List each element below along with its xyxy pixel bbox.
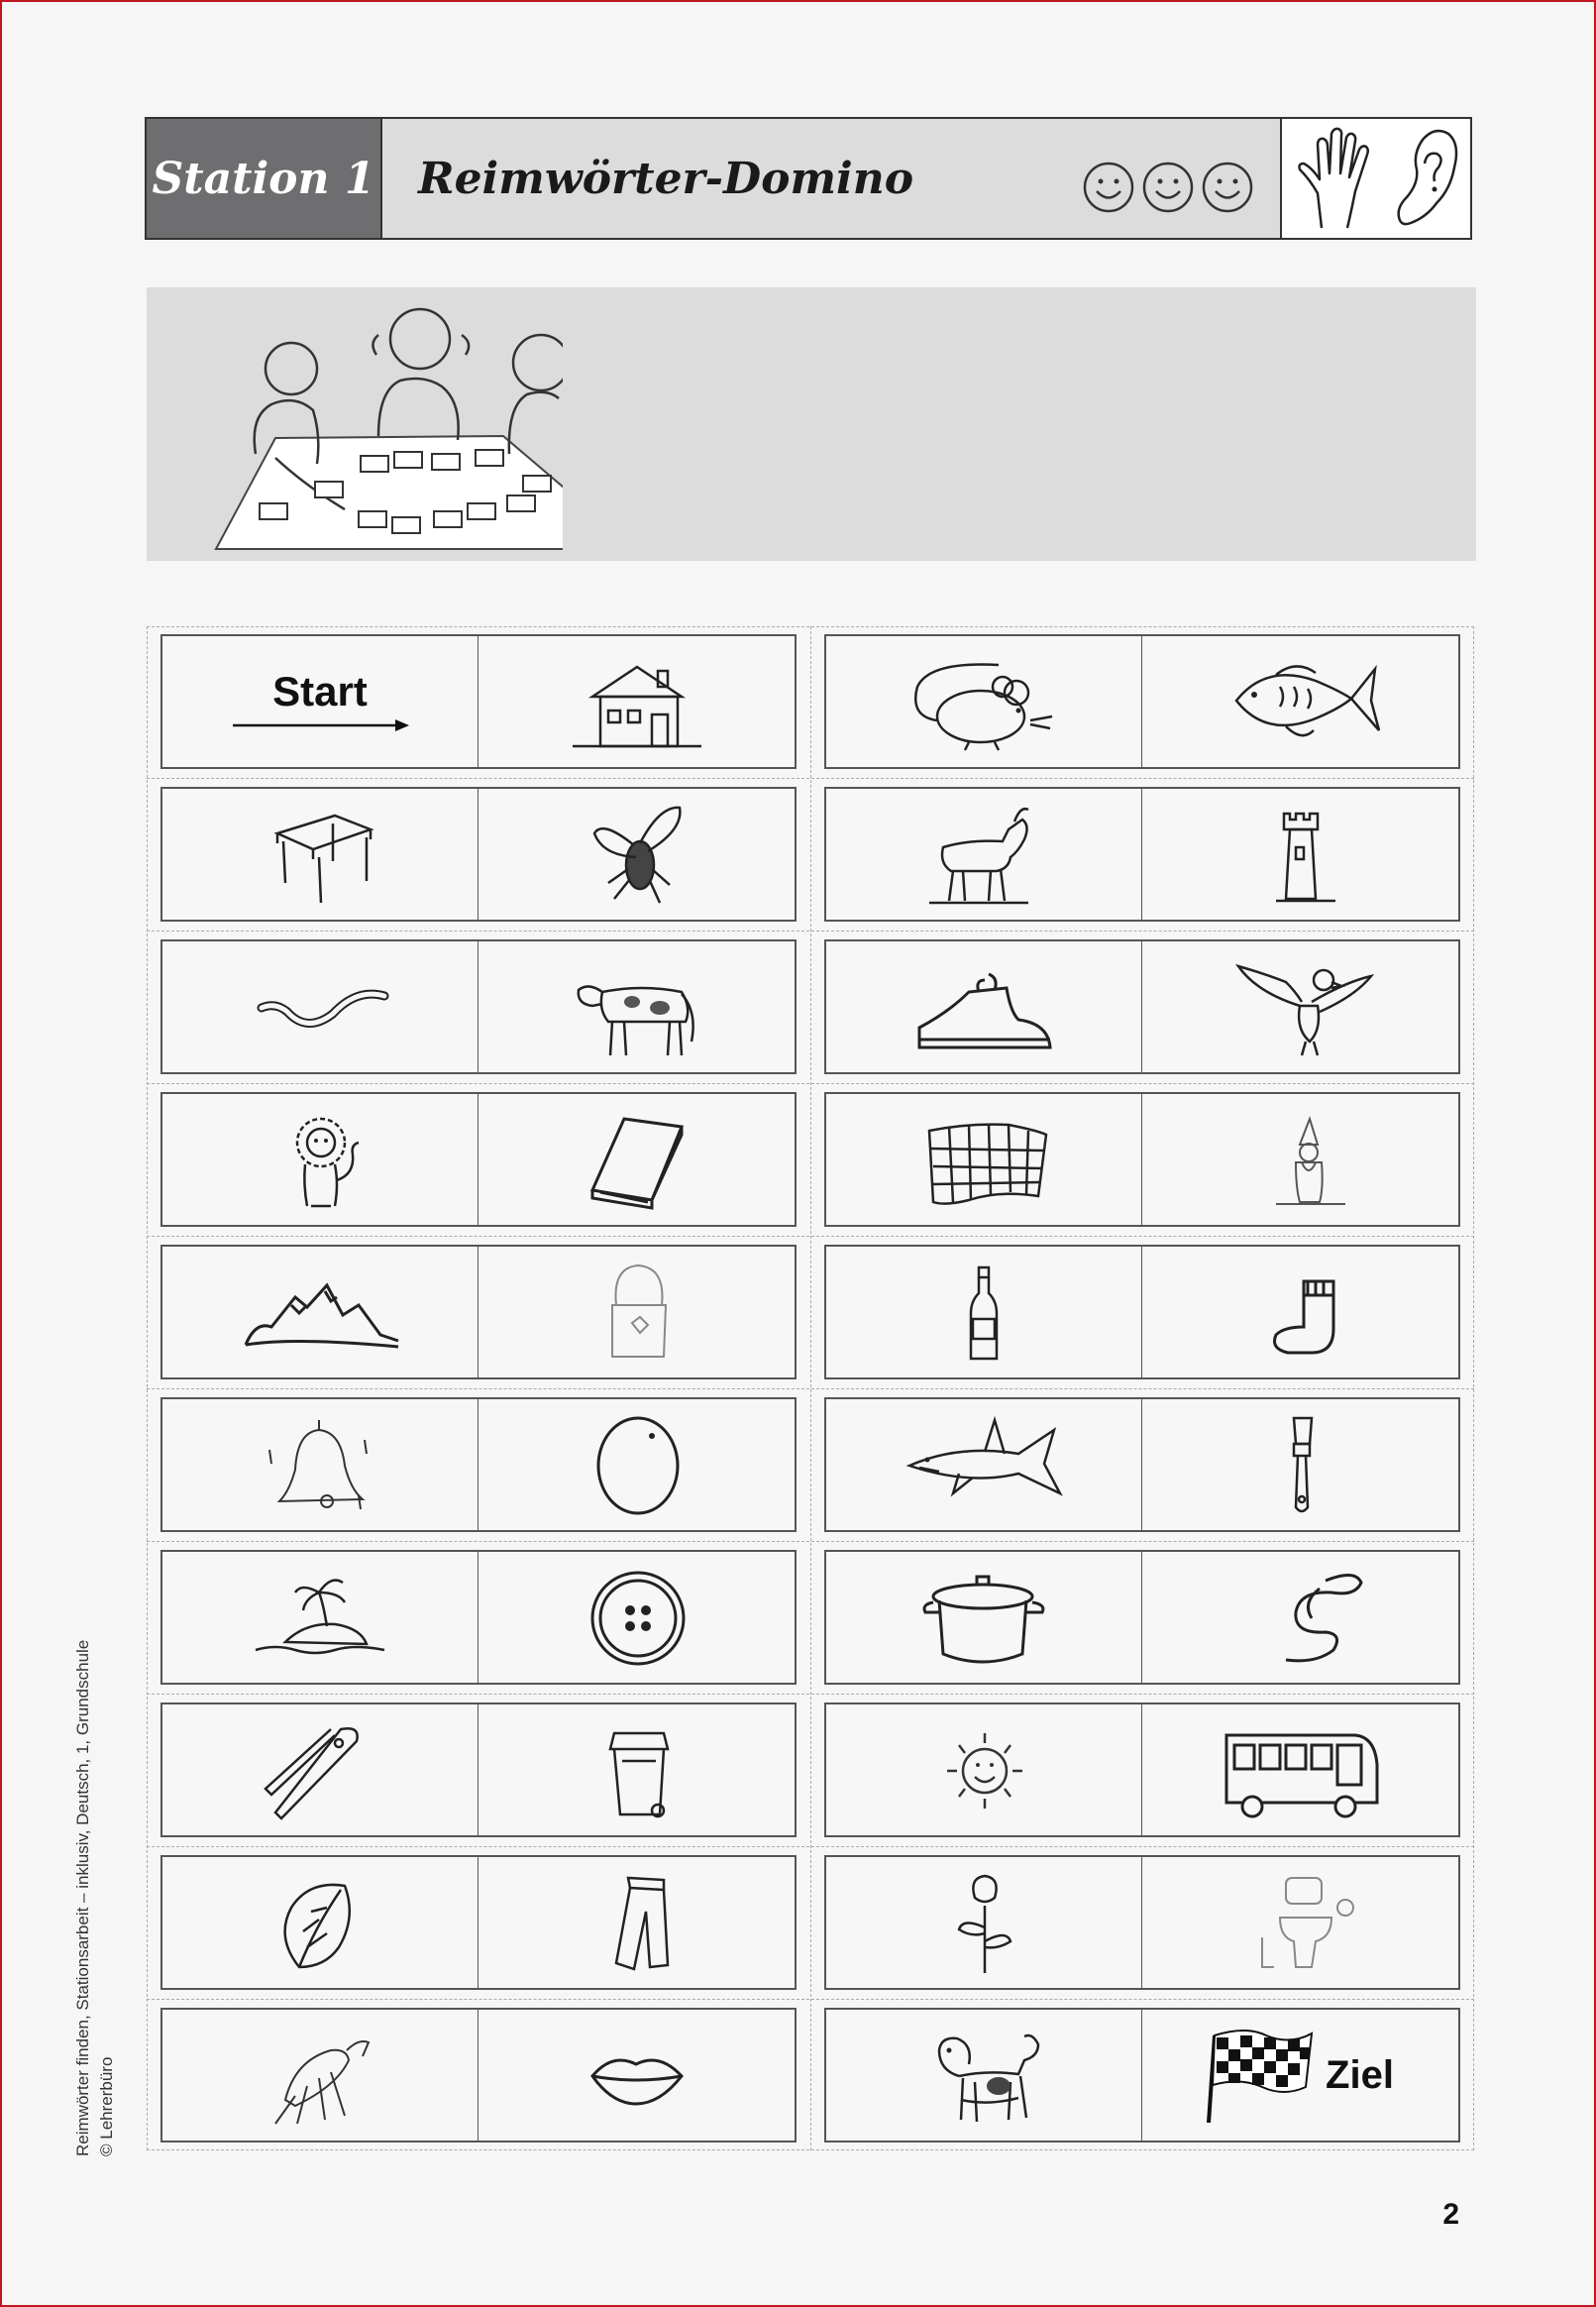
dog-icon — [900, 2021, 1068, 2130]
lion-icon — [236, 1105, 404, 1214]
eagle-icon — [1217, 952, 1385, 1061]
domino-card[interactable] — [824, 939, 1460, 1074]
domino-card[interactable] — [824, 1550, 1460, 1685]
button-icon — [553, 1563, 721, 1672]
mountains-icon — [236, 1258, 404, 1367]
gnome-icon — [1217, 1105, 1385, 1214]
fly-icon — [553, 800, 721, 909]
domino-picture — [1142, 1247, 1458, 1377]
domino-picture — [479, 941, 795, 1072]
table-icon — [236, 800, 404, 909]
domino-picture — [162, 789, 479, 920]
domino-picture — [479, 789, 795, 920]
domino-picture — [826, 1552, 1142, 1683]
domino-card[interactable] — [824, 2008, 1460, 2142]
senses-box — [1280, 119, 1470, 238]
cut-line — [147, 1388, 1474, 1389]
blanket-icon — [900, 1105, 1068, 1214]
smiley-icon — [1201, 161, 1254, 214]
children-playing-illustration — [147, 287, 563, 561]
domino-goal — [1142, 2010, 1458, 2141]
smiley-icon — [1141, 161, 1195, 214]
leaf-icon — [236, 1868, 404, 1977]
domino-picture — [162, 2010, 479, 2141]
cut-line — [147, 931, 1474, 932]
louse-icon — [236, 2021, 404, 2130]
domino-picture — [826, 1704, 1142, 1835]
tower-icon — [1217, 800, 1385, 909]
island-icon — [236, 1563, 404, 1672]
pliers-icon — [236, 1715, 404, 1824]
domino-picture — [479, 636, 795, 767]
domino-picture — [826, 1247, 1142, 1377]
rose-icon — [900, 1868, 1068, 1977]
domino-card[interactable] — [160, 1550, 797, 1685]
station-label: Station 1 — [147, 119, 382, 238]
pot-icon — [900, 1563, 1068, 1672]
domino-card[interactable] — [824, 634, 1460, 769]
domino-picture — [162, 1704, 479, 1835]
bell-icon — [236, 1410, 404, 1519]
footer-line-1: Reimwörter finden, Stationsarbeit – inklusiv, Deutsch, 1, Grundschule — [73, 1639, 92, 2156]
domino-picture — [826, 2010, 1142, 2141]
cut-line — [147, 1846, 1474, 1847]
domino-picture — [162, 1399, 479, 1530]
domino-picture — [1142, 636, 1458, 767]
cut-line — [147, 1083, 1474, 1084]
domino-picture — [826, 1094, 1142, 1225]
domino-picture — [1142, 1552, 1458, 1683]
arrow-right-icon — [231, 715, 409, 735]
cut-line — [147, 778, 1474, 779]
page-number: 2 — [1442, 2198, 1459, 2231]
shark-icon — [900, 1410, 1068, 1519]
sock-icon — [1217, 1258, 1385, 1367]
brush-icon — [1217, 1410, 1385, 1519]
cut-line — [147, 1236, 1474, 1237]
bottle-icon — [900, 1258, 1068, 1367]
domino-picture — [826, 941, 1142, 1072]
fish-icon — [1217, 647, 1385, 756]
domino-card[interactable] — [160, 634, 797, 769]
domino-picture — [479, 2010, 795, 2141]
egg-icon — [553, 1410, 721, 1519]
cut-line — [147, 1694, 1474, 1695]
domino-picture — [479, 1399, 795, 1530]
footer-copyright — [71, 1640, 119, 2156]
bag-icon — [553, 1258, 721, 1367]
domino-card[interactable] — [824, 787, 1460, 922]
domino-picture — [479, 1247, 795, 1377]
hand-icon — [1292, 124, 1383, 233]
domino-picture — [162, 1247, 479, 1377]
station-header — [145, 117, 1472, 240]
page-title: Reimwörter-Domino — [418, 153, 914, 204]
bus-icon — [1217, 1715, 1385, 1824]
start-label: Start — [272, 668, 368, 714]
footer-line-2: © Lehrerbüro — [97, 2056, 116, 2156]
domino-card[interactable] — [824, 1397, 1460, 1532]
domino-card[interactable] — [160, 939, 797, 1074]
domino-picture — [479, 1857, 795, 1988]
trash-bin-icon — [553, 1715, 721, 1824]
worm-icon — [236, 952, 404, 1061]
snake-icon — [1217, 1563, 1385, 1672]
domino-picture — [1142, 941, 1458, 1072]
domino-card[interactable] — [160, 1855, 797, 1990]
trousers-icon — [553, 1868, 721, 1977]
house-icon — [553, 647, 721, 756]
domino-picture — [826, 1857, 1142, 1988]
cut-line — [147, 1999, 1474, 2000]
domino-card[interactable] — [160, 1092, 797, 1227]
domino-card[interactable] — [824, 1092, 1460, 1227]
domino-picture — [162, 1094, 479, 1225]
domino-picture — [479, 1704, 795, 1835]
domino-picture — [162, 1857, 479, 1988]
domino-picture — [1142, 1857, 1458, 1988]
domino-picture — [479, 1094, 795, 1225]
cow-icon — [553, 952, 721, 1061]
toilet-icon — [1217, 1868, 1385, 1977]
illustration-banner — [147, 287, 1476, 561]
domino-picture — [826, 789, 1142, 920]
checkered-flag-icon — [1207, 2026, 1316, 2125]
domino-start — [162, 636, 479, 767]
domino-card[interactable] — [160, 2008, 797, 2142]
domino-picture — [1142, 1704, 1458, 1835]
shoe-icon — [900, 952, 1068, 1061]
book-icon — [553, 1105, 721, 1214]
domino-card[interactable] — [160, 787, 797, 922]
domino-card[interactable] — [160, 1703, 797, 1837]
goal-label: Ziel — [1326, 2052, 1394, 2097]
domino-card[interactable] — [824, 1855, 1460, 1990]
domino-picture — [479, 1552, 795, 1683]
domino-picture — [162, 941, 479, 1072]
difficulty-smileys — [1082, 161, 1254, 214]
title-area — [382, 119, 1280, 238]
sun-icon — [900, 1715, 1068, 1824]
domino-card[interactable] — [160, 1397, 797, 1532]
lips-icon — [553, 2021, 721, 2130]
domino-card[interactable] — [824, 1245, 1460, 1379]
domino-card[interactable] — [160, 1245, 797, 1379]
goat-icon — [900, 800, 1068, 909]
domino-card[interactable] — [824, 1703, 1460, 1837]
mouse-icon — [900, 647, 1068, 756]
cut-line — [147, 1541, 1474, 1542]
domino-picture — [1142, 1399, 1458, 1530]
domino-picture — [826, 1399, 1142, 1530]
domino-picture — [1142, 1094, 1458, 1225]
domino-picture — [162, 1552, 479, 1683]
ear-icon — [1389, 124, 1460, 233]
domino-picture — [826, 636, 1142, 767]
smiley-icon — [1082, 161, 1135, 214]
domino-picture — [1142, 789, 1458, 920]
